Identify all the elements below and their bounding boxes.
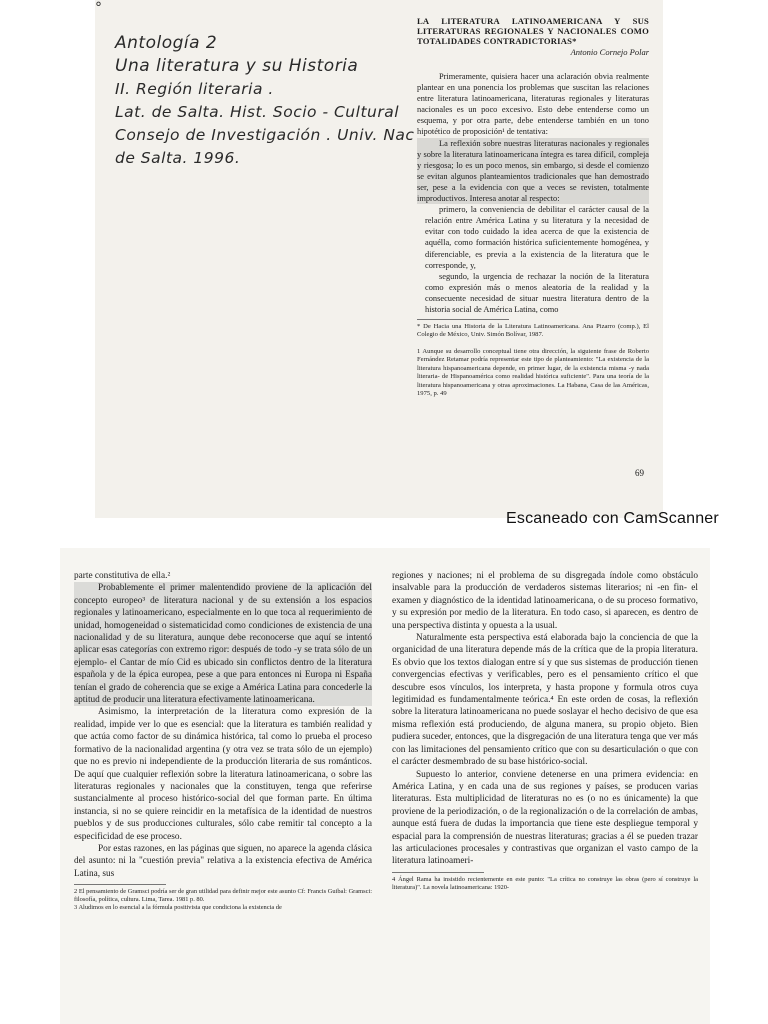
bottom-page bbox=[60, 548, 710, 1024]
paragraph: Por estas razones, en las páginas que siguen, no aparece la agenda clásica del asunto: ni la "cuestión previa" relativa a la existencia efectiva de América Latina, sus bbox=[74, 843, 372, 879]
note-line: Antología 2 bbox=[115, 33, 218, 53]
left-column bbox=[74, 570, 372, 912]
note-line: Lat. de Salta. Hist. Socio - Cultural bbox=[115, 103, 400, 121]
paragraph: Primeramente, quisiera hacer una aclaración obvia realmente plantear en una ponencia los problemas que suscitan las relaciones entre literatura latinoamericana, literaturas regionales y literaturas nacionales es un poco excesivo. Esto debe entenderse como un esquema, y por otra parte, debe entenderse también en un tono hipotético de proposición¹ de tentativa: bbox=[417, 72, 649, 137]
footnote-rule bbox=[417, 319, 509, 320]
paragraph: segundo, la urgencia de rechazar la noción de la literatura como expresión más o menos aleatoria de la realidad y la consecuente necesidad de situar nuestra literatura dentro de la historia social de América Latina, como bbox=[425, 271, 649, 314]
article-title: LA LITERATURA LATINOAMERICANA Y SUS LITERATURAS REGIONALES Y NACIONALES COMO TOTALIDADES CONTRADICTORIAS* bbox=[417, 16, 649, 46]
note-line: II. Región literaria . bbox=[115, 80, 274, 98]
margin-mark: ° bbox=[95, 0, 102, 16]
paragraph: parte constitutiva de ella.² bbox=[74, 571, 171, 581]
page-number: 69 bbox=[635, 468, 644, 478]
paragraph: Probablemente el primer malentendido proviene de la aplicación del concepto europeo³ de literatura nacional y de su extensión a los espacios regionales y latinoamericano, especialmente en lo que toca al requerimiento de unidad, homogeneidad o sistematicidad como condiciones de existencia de una nacionalidad y de su literatura, aunque debe reconocerse que aquí se intentó aplicar esas categorías con extremo rigor: después de todo -y se trata sólo de un ejemplo- el Cantar de mío Cid es ubicado sin conflictos dentro de la literatura española y de la épica europea, pese a que para entonces ni Europa ni España tenían el grado de coherencia que se exige a América Latina para concederle la aptitud de producir una literatura efectivamente latinoamericana. bbox=[74, 583, 372, 706]
paragraph: Asimismo, la interpretación de la literatura como expresión de la realidad, impide ver lo que es esencial: que la literatura es también realidad y que actúa como factor de su dinámica histórica, tal como lo prueba el proceso formativo de la nacionalidad argentina (y otra vez se trata sólo de un ejemplo) que no es previo ni independiente de la producción literaria de sus románticos. De aquí que cualquier reflexión sobre la literatura latinoamericana, o sobre las literaturas regionales y nacionales que la constituyen, tenga que referirse sustancialmente al proceso histórico-social del que forman parte. En última instancia, si no se quiere reincidir en la metafísica de la identidad de nuestros pueblos y de sus producciones culturales, sólo cabe remitir tal concepto a la especificidad de ese proceso. bbox=[74, 707, 372, 842]
paragraph: regiones y naciones; ni el problema de su disgregada índole como obstáculo insalvable para la producción de verdaderos sistemas literarios; ni -en fin- el examen y diagnóstico de la identidad latinoamericana, o de su proceso formativo, y su expresión por medio de la literatura. En todo caso, si aparecen, es dentro de una perspectiva distinta y opuesta a la usual. bbox=[392, 571, 698, 631]
footnote: 3 Aludimos en lo esencial a la fórmula positivista que condiciona la existencia de bbox=[74, 903, 282, 911]
footnote-rule bbox=[392, 872, 484, 873]
right-column bbox=[392, 570, 698, 891]
paragraph: La reflexión sobre nuestras literaturas nacionales y regionales y sobre la literatura latinoamericana íntegra es tarea difícil, compleja y riesgosa; lo es un poco menos, sin embargo, si desde el comienzo se evitan algunos planteamientos tradicionales que han demostrado ser, pese a la evidencia con que a veces se revisten, totalmente improductivos. Interesa anotar al respecto: bbox=[417, 138, 649, 204]
note-line: de Salta. 1996. bbox=[115, 149, 241, 167]
handwritten-notes bbox=[115, 32, 415, 170]
top-page bbox=[95, 0, 663, 518]
footnote: * De Hacia una Historia de la Literatura Latinoamericana. Ana Pizarro (comp.), El Colegio de México, Univ. Simón Bolívar, 1987. bbox=[417, 323, 649, 339]
footnote: 1 Aunque su desarrollo conceptual tiene otra dirección, la siguiente frase de Roberto Fernández Retamar podría representar este tipo de planteamiento: "La existencia de la literatura hispanoamericana depende, en primer lugar, de la existencia misma -y nada literaria- de Hispanoamérica como realidad histórica suficiente". Para una teoría de la literatura hispanoamericana y otras aproximaciones. La Habana, Casa de las Américas, 1975, p. 49 bbox=[417, 347, 649, 397]
article-author: Antonio Cornejo Polar bbox=[570, 47, 649, 57]
footnote: 4 Ángel Rama ha insistido recientemente en este punto: "La crítica no construye las obras (pero sí construye la literatura)". La novela latinoamericana: 1920- bbox=[392, 875, 698, 891]
paragraph: Supuesto lo anterior, conviene detenerse en una primera evidencia: en América Latina, y en cada una de sus regiones y países, se producen varias literaturas. Esta multiplicidad de literaturas no es (o no es únicamente) la que proviene de la periodización, o de la regionalización o de la correlación de ambas, aunque está fuera de dudas la importancia que tiene este despliegue temporal y espacial para la comprensión de nuestras literaturas; gracias a él se pueden trazar las articulaciones procesales y contrastivas que organizan el vasto campo de la literatura latinoameri- bbox=[392, 769, 698, 867]
article-column bbox=[417, 16, 649, 398]
note-line: Una literatura y su Historia bbox=[115, 56, 359, 76]
paragraph: Naturalmente esta perspectiva está elaborada bajo la conciencia de que la organicidad de una literatura depende más de la crítica que de la propia literatura. Es obvio que los textos dialogan entre sí y que sus sistemas de producción tienen convergencias efectivas y verificables, pero es el pensamiento crítico el que descubre esos vínculos, los interpreta, y hasta propone y formula otros cuya legitimidad es fundamentalmente teórica.⁴ En este orden de cosas, la reflexión sobre la literatura latinoamericana no puede soslayar el hecho decisivo de que esa misma reflexión está produciendo, de alguna manera, su propio objeto. Bien pudiera suceder, entonces, que la disgregación de una literatura tenga que ver más con las limitaciones del pensamiento crítico que con su desarticulación o que con el carácter desmembrado de su base histórico-social. bbox=[392, 633, 698, 768]
scanner-watermark: Escaneado con CamScanner bbox=[506, 510, 719, 527]
footnote: 2 El pensamiento de Gramsci podría ser de gran utilidad para definir mejor este asunto Cf: Francis Guibal: Gramsci: filosofía, política, cultura. Lima, Tarea. 1981 p. 80. bbox=[74, 888, 372, 903]
footnote-rule bbox=[74, 884, 166, 885]
note-line: Consejo de Investigación . Univ. Nac bbox=[115, 126, 415, 144]
paragraph: primero, la conveniencia de debilitar el carácter causal de la relación entre América Latina y su literatura y la necesidad de evitar con todo cuidado la idea acerca de que la existencia de aquélla, como formación histórica suficientemente homogénea, y diferenciable, es previa a la existencia de la literatura que le corresponde, y, bbox=[425, 205, 649, 270]
